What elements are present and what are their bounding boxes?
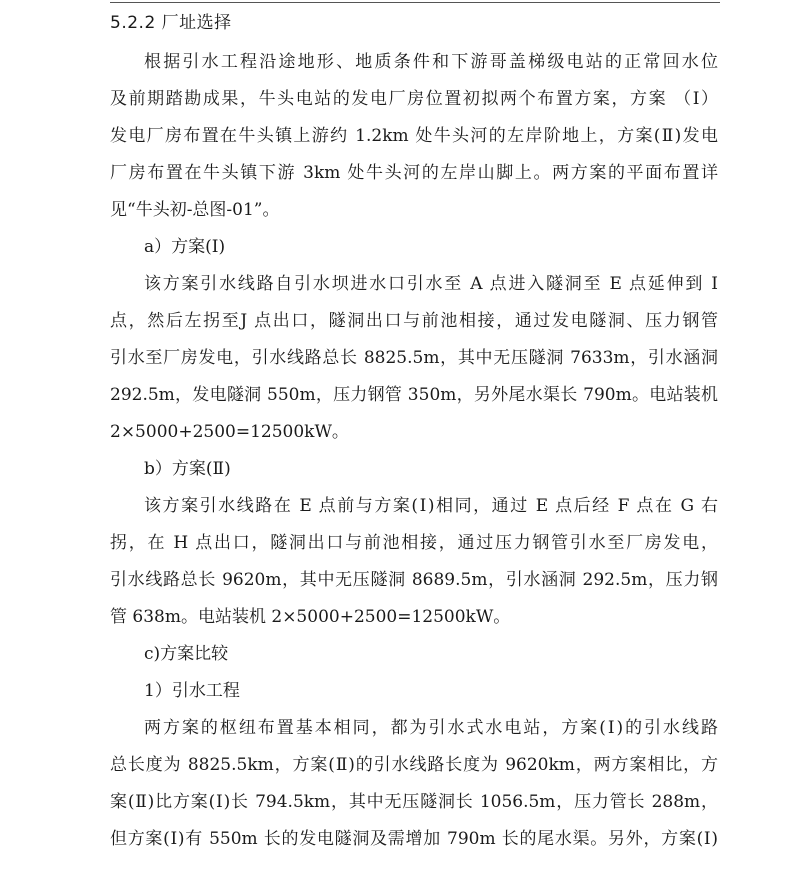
text-line: 案(Ⅱ)比方案(Ⅰ)长 794.5km，其中无压隧洞长 1056.5m，压力管长 288m， <box>110 792 718 812</box>
text-line: c)方案比较 <box>144 644 229 664</box>
text-line: 1）引水工程 <box>144 681 240 701</box>
text-line: 及前期踏勘成果，牛头电站的发电厂房位置初拟两个布置方案，方案 （Ⅰ） <box>110 89 718 109</box>
document-body <box>110 10 718 858</box>
text-line: 发电厂房布置在牛头镇上游约 1.2km 处牛头河的左岸阶地上，方案(Ⅱ)发电 <box>110 126 718 146</box>
section-number: 5.2.2 <box>110 13 156 33</box>
text-line: b）方案(Ⅱ) <box>144 459 231 479</box>
text-line: a）方案(Ⅰ) <box>144 237 226 257</box>
header-rule <box>110 2 720 3</box>
text-line: 管 638m。电站装机 2×5000+2500=12500kW。 <box>110 607 511 627</box>
body-text <box>110 44 718 858</box>
text-line: 总长度为 8825.5km，方案(Ⅱ)的引水线路长度为 9620km，两方案相比，方 <box>110 755 718 775</box>
text-line: 但方案(Ⅰ)有 550m 长的发电隧洞及需增加 790m 长的尾水渠。另外，方案(Ⅰ) <box>110 829 718 849</box>
section-heading <box>110 10 718 36</box>
text-line: 见“牛头初-总图-01”。 <box>110 200 280 220</box>
section-title: 厂址选择 <box>161 13 232 33</box>
text-line: 引水至厂房发电，引水线路总长 8825.5m，其中无压隧洞 7633m，引水涵洞 <box>110 348 718 368</box>
text-line: 拐，在 H 点出口，隧洞出口与前池相接，通过压力钢管引水至厂房发电， <box>110 533 718 553</box>
text-line: 2×5000+2500=12500kW。 <box>110 422 349 442</box>
text-line: 点，然后左拐至J 点出口，隧洞出口与前池相接，通过发电隧洞、压力钢管 <box>110 311 718 331</box>
text-line: 292.5m，发电隧洞 550m，压力钢管 350m，另外尾水渠长 790m。电站装机 <box>110 385 718 405</box>
text-line: 两方案的枢纽布置基本相同，都为引水式水电站，方案(Ⅰ)的引水线路 <box>144 718 718 738</box>
text-line: 引水线路总长 9620m，其中无压隧洞 8689.5m，引水涵洞 292.5m，压力钢 <box>110 570 718 590</box>
text-line: 根据引水工程沿途地形、地质条件和下游哥盖梯级电站的正常回水位 <box>144 52 718 72</box>
text-line: 该方案引水线路在 E 点前与方案(Ⅰ)相同，通过 E 点后经 F 点在 G 右 <box>144 496 718 516</box>
text-line: 该方案引水线路自引水坝进水口引水至 A 点进入隧洞至 E 点延伸到 I <box>144 274 718 294</box>
text-line: 厂房布置在牛头镇下游 3km 处牛头河的左岸山脚上。两方案的平面布置详 <box>110 163 718 183</box>
